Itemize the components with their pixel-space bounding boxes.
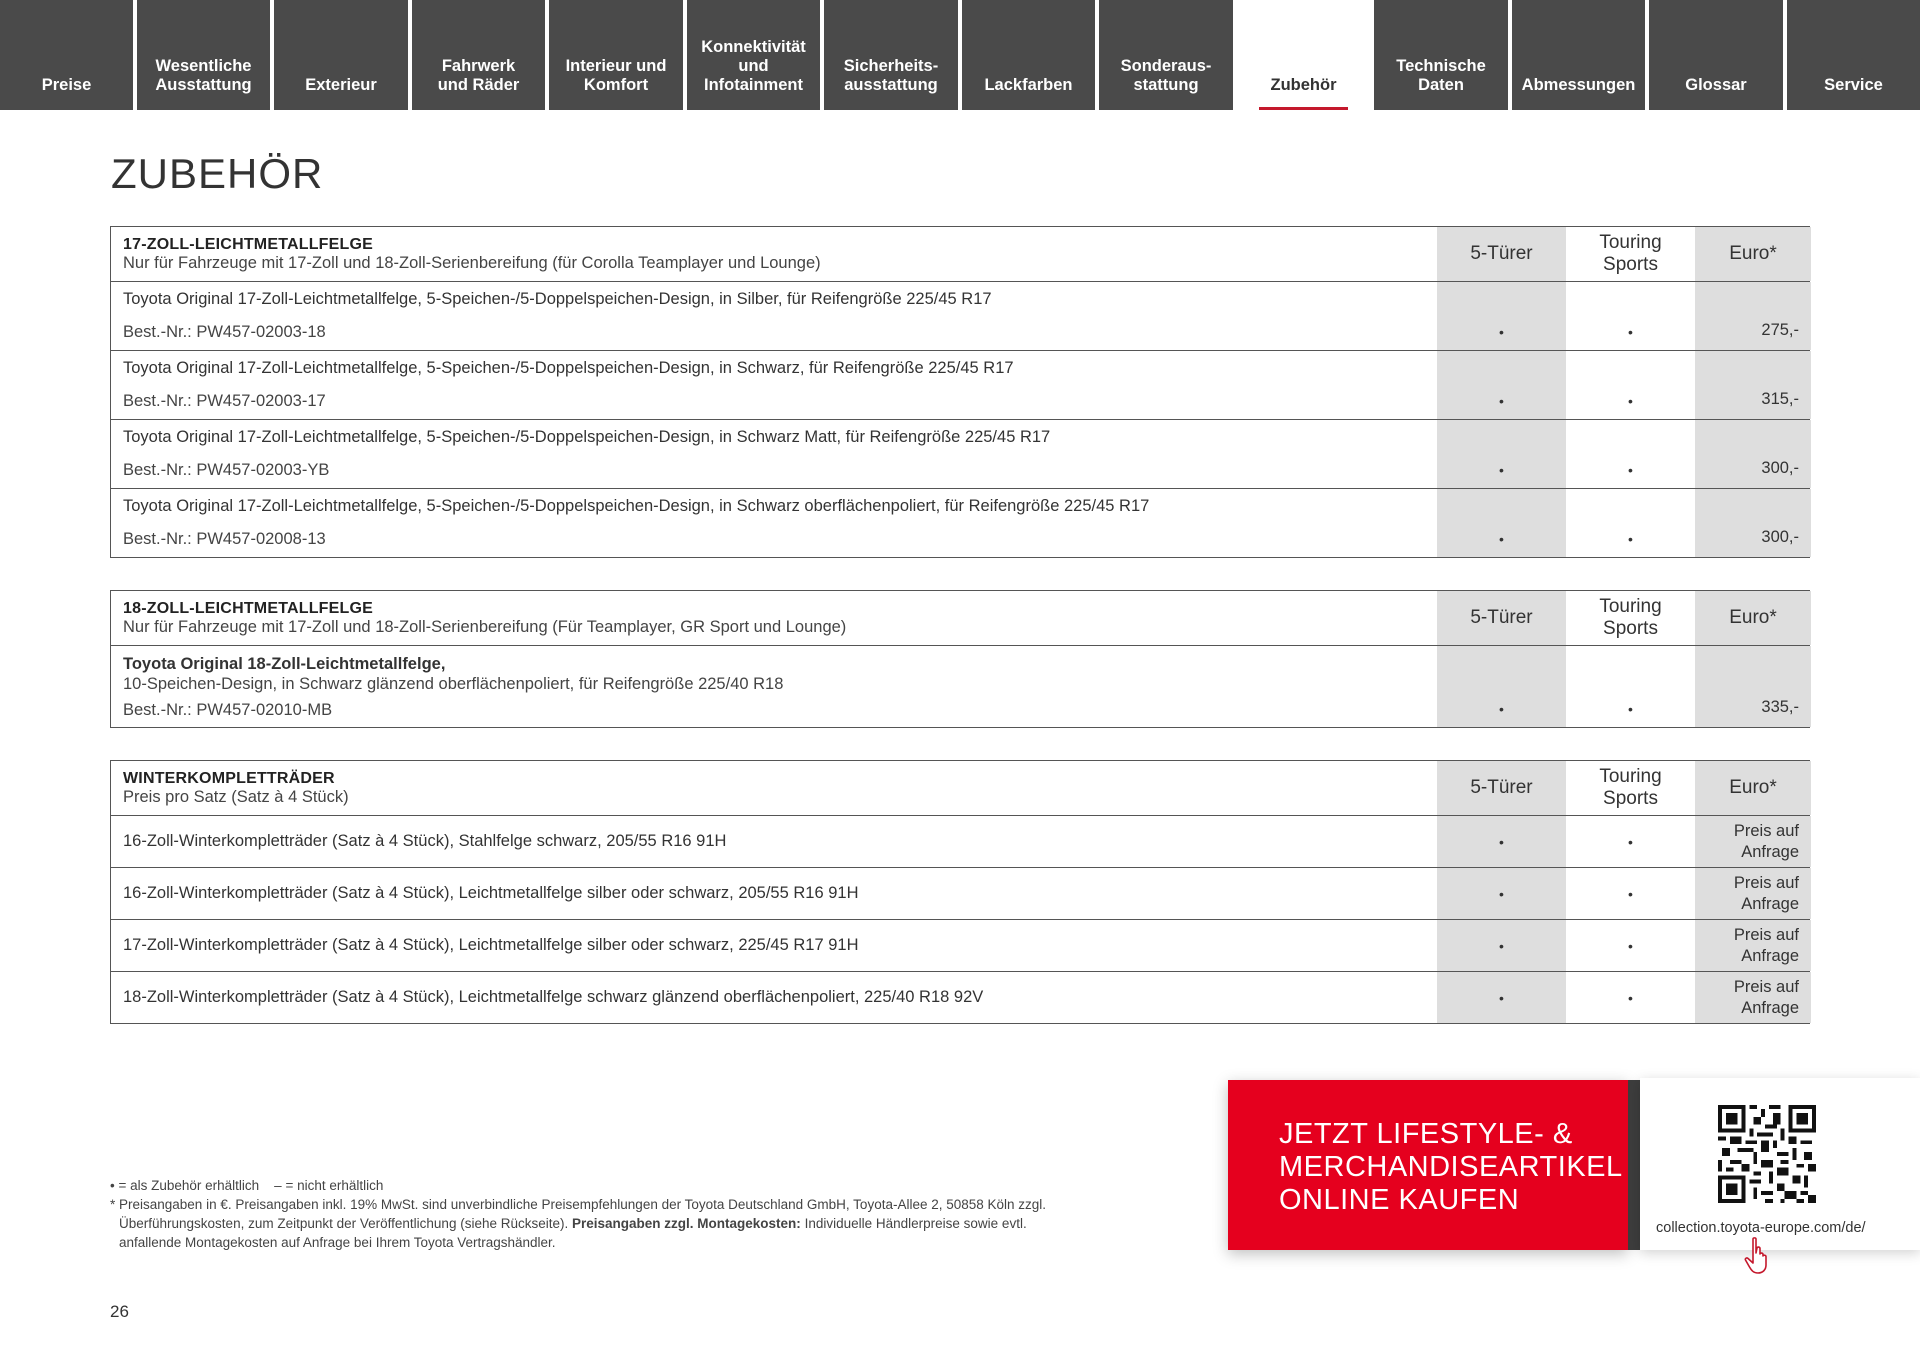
- section-subtitle: Nur für Fahrzeuge mit 17-Zoll und 18-Zoll-Serienbereifung (Für Teamplayer, GR Sport und Lounge): [123, 617, 847, 636]
- tab-konnektivitaet[interactable]: Konnektivität und Infotainment: [687, 0, 820, 110]
- tab-lackfarben[interactable]: Lackfarben: [962, 0, 1095, 110]
- price: 335,-: [1695, 646, 1811, 727]
- part-number: Best.-Nr.: PW457-02010-MB: [123, 701, 333, 719]
- price-note-text: Überführungskosten, zum Zeitpunkt der Veröffentlichung (siehe Rückseite).: [119, 1216, 569, 1231]
- price-note-end: anfallende Montagekosten auf Anfrage bei Ihrem Toyota Vertragshändler.: [119, 1235, 556, 1250]
- tab-technische-daten[interactable]: Technische Daten: [1374, 0, 1508, 110]
- table-row: [111, 815, 1809, 867]
- part-number: Best.-Nr.: PW457-02003-YB: [123, 461, 330, 479]
- item-title: 18-Zoll-Winterkompletträder (Satz à 4 Stück), Leichtmetallfelge schwarz glänzend oberflächenpoliert, 225/40 R18 92V: [123, 988, 984, 1006]
- table-row: [111, 281, 1809, 350]
- availability-touring: •: [1566, 920, 1695, 971]
- price: Preis auf Anfrage: [1695, 972, 1811, 1023]
- col-header-5-tuerer: 5-Türer: [1437, 761, 1566, 815]
- item-title: 17-Zoll-Winterkompletträder (Satz à 4 Stück), Leichtmetallfelge silber oder schwarz, 225/45 R17 91H: [123, 936, 859, 954]
- row-description: [111, 420, 1437, 488]
- promo-text: JETZT LIFESTYLE- & MERCHANDISEARTIKEL ONLINE KAUFEN: [1279, 1118, 1623, 1216]
- table-row: [111, 971, 1809, 1023]
- section-title: 17-ZOLL-LEICHTMETALLFELGE: [123, 235, 374, 253]
- tab-abmessungen[interactable]: Abmessungen: [1512, 0, 1645, 110]
- price-note-text: Individuelle Händlerpreise sowie evtl.: [804, 1216, 1027, 1231]
- availability-touring: •: [1566, 489, 1695, 557]
- promo-qr-panel[interactable]: [1640, 1078, 1920, 1250]
- price: Preis auf Anfrage: [1695, 816, 1811, 867]
- legend-note: • = als Zubehör erhältlich – = nicht erhältlich: [110, 1178, 384, 1193]
- col-header-euro: Euro*: [1695, 591, 1811, 645]
- item-title: Toyota Original 17-Zoll-Leichtmetallfelge, 5-Speichen-/5-Doppelspeichen-Design, in Schwarz Matt, für Reifengröße 225/45 R17: [123, 428, 1051, 446]
- item-title: 16-Zoll-Winterkompletträder (Satz à 4 Stück), Leichtmetallfelge silber oder schwarz, 205/55 R16 91H: [123, 884, 859, 902]
- availability-5-tuerer: •: [1437, 282, 1566, 350]
- row-description: [111, 920, 1437, 971]
- row-description: [111, 868, 1437, 919]
- table-row: [111, 419, 1809, 488]
- section-title: WINTERKOMPLETTRÄDER: [123, 769, 335, 787]
- tab-sicherheitsausstattung[interactable]: Sicherheits- ausstattung: [824, 0, 958, 110]
- tab-preise[interactable]: Preise: [0, 0, 133, 110]
- col-header-euro: Euro*: [1695, 227, 1811, 281]
- availability-5-tuerer: •: [1437, 972, 1566, 1023]
- price: 315,-: [1695, 351, 1811, 419]
- price-note: * Preisangaben in €. Preisangaben inkl. 19% MwSt. sind unverbindliche Preisempfehlungen der Toyota Deutschland GmbH, Toyota-Allee 2, 50858 Köln zzgl.: [110, 1197, 1047, 1212]
- table-row: [111, 867, 1809, 919]
- page-title: ZUBEHÖR: [111, 150, 324, 197]
- table-row: [111, 488, 1809, 557]
- availability-touring: •: [1566, 972, 1695, 1023]
- table-row: [111, 350, 1809, 419]
- table-17-zoll-leichtmetallfelge: [110, 226, 1810, 558]
- row-description: [111, 282, 1437, 350]
- qr-code-icon[interactable]: [1718, 1105, 1816, 1203]
- promo-banner[interactable]: [1228, 1080, 1628, 1250]
- price-note-continued: [110, 1214, 1170, 1233]
- availability-touring: •: [1566, 282, 1695, 350]
- tab-fahrwerk-raeder[interactable]: Fahrwerk und Räder: [412, 0, 545, 110]
- row-description: [111, 489, 1437, 557]
- availability-5-tuerer: •: [1437, 816, 1566, 867]
- price: 275,-: [1695, 282, 1811, 350]
- promo-divider: [1628, 1080, 1640, 1250]
- section-subtitle: Nur für Fahrzeuge mit 17-Zoll und 18-Zoll-Serienbereifung (für Corolla Teamplayer und Lounge): [123, 253, 821, 272]
- table-18-zoll-leichtmetallfelge: [110, 590, 1810, 728]
- table-header: [111, 227, 1809, 281]
- item-title: Toyota Original 17-Zoll-Leichtmetallfelge, 5-Speichen-/5-Doppelspeichen-Design, in Silber, für Reifengröße 225/45 R17: [123, 290, 992, 308]
- section-title: 18-ZOLL-LEICHTMETALLFELGE: [123, 599, 374, 617]
- table-header: [111, 761, 1809, 815]
- col-header-euro: Euro*: [1695, 761, 1811, 815]
- table-header: [111, 591, 1809, 645]
- item-title: 16-Zoll-Winterkompletträder (Satz à 4 Stück), Stahlfelge schwarz, 205/55 R16 91H: [123, 832, 727, 850]
- tab-zubehoer[interactable]: Zubehör: [1237, 0, 1370, 110]
- col-header-5-tuerer: 5-Türer: [1437, 227, 1566, 281]
- pointing-hand-icon: [1742, 1236, 1772, 1276]
- availability-touring: •: [1566, 420, 1695, 488]
- price: 300,-: [1695, 489, 1811, 557]
- col-header-touring-sports: Touring Sports: [1566, 761, 1695, 815]
- availability-touring: •: [1566, 816, 1695, 867]
- row-description: [111, 972, 1437, 1023]
- price: 300,-: [1695, 420, 1811, 488]
- availability-touring: •: [1566, 351, 1695, 419]
- price: Preis auf Anfrage: [1695, 868, 1811, 919]
- price-note-bold: Preisangaben zzgl. Montagekosten:: [572, 1216, 801, 1231]
- row-description: [111, 816, 1437, 867]
- section-subtitle: Preis pro Satz (Satz à 4 Stück): [123, 787, 349, 806]
- availability-5-tuerer: •: [1437, 646, 1566, 727]
- item-detail: 10-Speichen-Design, in Schwarz glänzend oberflächenpoliert, für Reifengröße 225/40 R18: [123, 675, 784, 693]
- tab-service[interactable]: Service: [1787, 0, 1920, 110]
- table-row: [111, 645, 1809, 727]
- promo-url[interactable]: collection.toyota-europe.com/de/: [1656, 1220, 1866, 1236]
- tab-interieur-komfort[interactable]: Interieur und Komfort: [549, 0, 683, 110]
- tab-glossar[interactable]: Glossar: [1649, 0, 1783, 110]
- top-navigation: [0, 0, 1920, 110]
- price: Preis auf Anfrage: [1695, 920, 1811, 971]
- availability-5-tuerer: •: [1437, 868, 1566, 919]
- table-winterkomplettraeder: [110, 760, 1810, 1024]
- col-header-touring-sports: Touring Sports: [1566, 591, 1695, 645]
- tab-sonderausstattung[interactable]: Sonderaus- stattung: [1099, 0, 1233, 110]
- item-title: Toyota Original 17-Zoll-Leichtmetallfelge, 5-Speichen-/5-Doppelspeichen-Design, in Schwarz oberflächenpoliert, für Reifengröße 225/45 R17: [123, 497, 1150, 515]
- availability-touring: •: [1566, 646, 1695, 727]
- part-number: Best.-Nr.: PW457-02008-13: [123, 530, 326, 548]
- availability-5-tuerer: •: [1437, 920, 1566, 971]
- footnotes: [110, 1176, 1170, 1252]
- item-title: Toyota Original 17-Zoll-Leichtmetallfelge, 5-Speichen-/5-Doppelspeichen-Design, in Schwarz, für Reifengröße 225/45 R17: [123, 359, 1014, 377]
- item-title: Toyota Original 18-Zoll-Leichtmetallfelge,: [123, 655, 446, 673]
- section-header: [111, 591, 1437, 645]
- col-header-touring-sports: Touring Sports: [1566, 227, 1695, 281]
- availability-touring: •: [1566, 868, 1695, 919]
- row-description: [111, 351, 1437, 419]
- section-header: [111, 761, 1437, 815]
- row-description: [111, 646, 1437, 727]
- tab-exterieur[interactable]: Exterieur: [274, 0, 408, 110]
- part-number: Best.-Nr.: PW457-02003-17: [123, 392, 326, 410]
- availability-5-tuerer: •: [1437, 489, 1566, 557]
- part-number: Best.-Nr.: PW457-02003-18: [123, 323, 326, 341]
- col-header-5-tuerer: 5-Türer: [1437, 591, 1566, 645]
- availability-5-tuerer: •: [1437, 420, 1566, 488]
- table-row: [111, 919, 1809, 971]
- page-number: 26: [110, 1302, 129, 1321]
- availability-5-tuerer: •: [1437, 351, 1566, 419]
- tab-wesentliche-ausstattung[interactable]: Wesentliche Ausstattung: [137, 0, 270, 110]
- section-header: [111, 227, 1437, 281]
